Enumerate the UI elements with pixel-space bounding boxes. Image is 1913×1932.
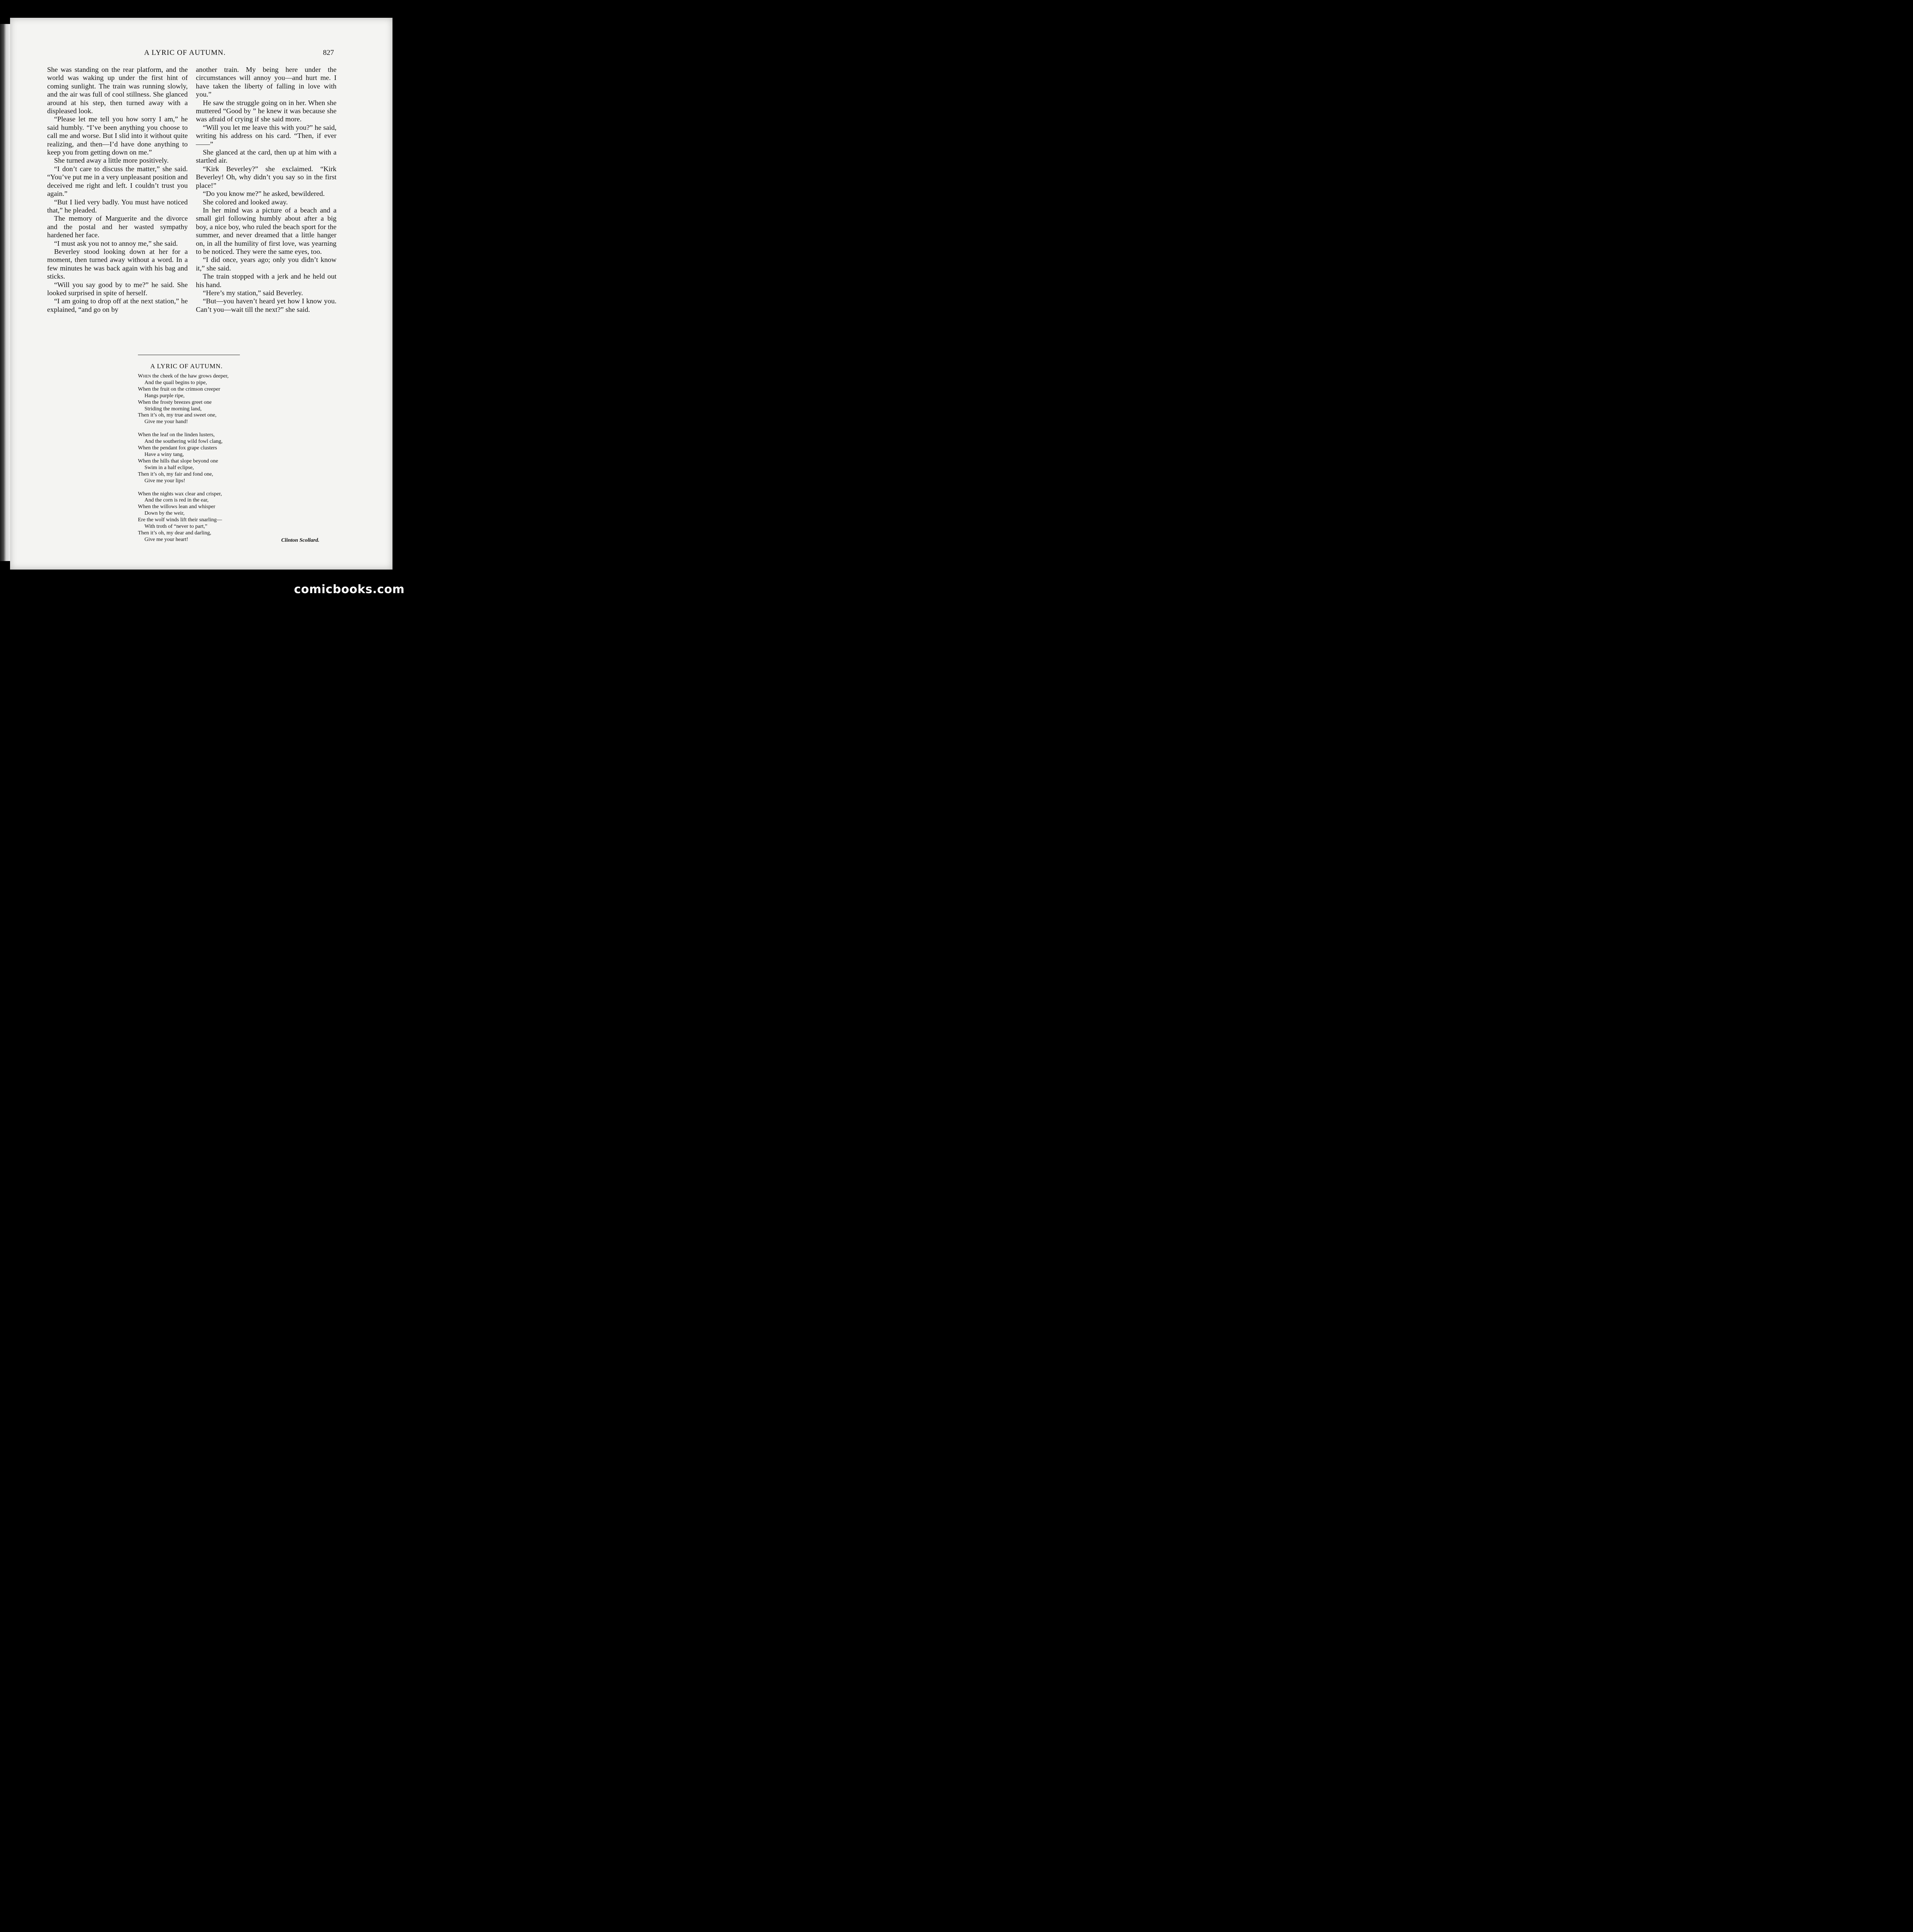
story-paragraph: “Please let me tell you how sorry I am,” he said humbly. “I’ve been anything you choose to call me and worse. But I slid into it without quite realizing, and then—I’d have done anything to keep you from getting down on me.” — [47, 115, 188, 156]
poem-line — [138, 530, 265, 537]
poem-line-text: Swim in a half eclipse, — [144, 464, 194, 471]
poem-line — [138, 380, 265, 386]
poem-first-word: When — [138, 373, 151, 379]
story-paragraph: “Kirk Beverley?” she exclaimed. “Kirk Beverley! Oh, why didn’t you say so in the first place!” — [196, 165, 336, 189]
poem-line — [138, 439, 265, 445]
story-paragraph: She colored and looked away. — [203, 198, 288, 206]
running-title: A LYRIC OF AUTUMN. — [144, 49, 226, 57]
poem-line-text: When the pendant fox grape clusters — [138, 445, 217, 451]
poem-body — [138, 373, 265, 543]
poem-line — [138, 517, 265, 524]
poem-line-text: Down by the weir, — [144, 510, 185, 517]
story-paragraph: She turned away a little more positively. — [54, 156, 169, 165]
story-paragraph: “But I lied very badly. You must have noticed that,” he pleaded. — [47, 198, 188, 214]
poem-author: Clinton Scollard. — [281, 537, 319, 543]
poem-line — [138, 537, 265, 543]
poem-line — [138, 458, 265, 465]
poem-line — [138, 400, 265, 406]
poem-line — [138, 432, 265, 439]
story-paragraph: He saw the struggle going on in her. When she muttered “Good by ” he knew it was because she was afraid of crying if she said more. — [196, 99, 336, 123]
poem-line-text: When the fruit on the crimson creeper — [138, 386, 221, 392]
poem-line — [138, 491, 265, 498]
poem-line-text: And the quail begins to pipe, — [144, 379, 207, 386]
poem-line-text: Give me your lips! — [144, 478, 185, 484]
story-paragraph: She glanced at the card, then up at him with a startled air. — [196, 148, 336, 165]
poem-line — [138, 373, 265, 380]
poem-stanza — [138, 432, 265, 484]
story-paragraph: In her mind was a picture of a beach and a small girl following humbly about after a big boy, a nice boy, who ruled the beach sport for the summer, and never dreamed that a little hanger on, in all the humility of first love, was yearning to be noticed. They were the same eyes, too. — [196, 206, 336, 255]
story-paragraph: “I did once, years ago; only you didn’t know it,” she said. — [196, 256, 336, 272]
story-paragraph: “I don’t care to discuss the matter,” she said. “You’ve put me in a very unpleasant position and deceived me right and left. I couldn’t trust you again.” — [47, 165, 188, 198]
adjacent-page-edge — [0, 24, 10, 561]
poem-line — [138, 452, 265, 458]
story-paragraph: She was standing on the rear platform, and the world was waking up under the first hint of coming sunlight. The train was running slowly, and the air was full of cool stillness. She glanced around at his step, then turned away with a displeased look. — [47, 66, 188, 115]
poem-line — [138, 504, 265, 510]
poem-line-text: Striding the morning land, — [144, 406, 202, 412]
story-paragraph: “I am going to drop off at the next station,” he explained, “and go on by — [47, 297, 188, 313]
poem-line — [138, 412, 265, 419]
poem-line-text: the cheek of the haw grows deeper, — [151, 373, 229, 379]
story-paragraph: “Will you say good by to me?” he said. She looked surprised in spite of herself. — [47, 281, 188, 297]
story-column-right — [196, 66, 336, 314]
poem-stanza — [138, 373, 265, 425]
story-paragraph: “Here’s my station,” said Beverley. — [203, 289, 303, 297]
story-paragraph: “But—you haven’t heard yet how I know you. Can’t you—wait till the next?” she said. — [196, 297, 336, 313]
story-paragraph: “Will you let me leave this with you?” he said, writing his address on his card. “Then, if ever——” — [196, 123, 336, 148]
story-paragraph: The memory of Marguerite and the divorce and the postal and her wasted sympathy hardened her face. — [47, 214, 188, 239]
poem-line — [138, 445, 265, 452]
poem-line-text: Then it’s oh, my dear and darling, — [138, 530, 211, 536]
poem-line-text: Give me your heart! — [144, 536, 189, 543]
page-number: 827 — [323, 49, 334, 57]
poem-stanza — [138, 491, 265, 543]
poem-line — [138, 393, 265, 400]
poem-line-text: When the nights wax clear and crisper, — [138, 491, 222, 497]
poem-line — [138, 465, 265, 471]
poem-line-text: When the hills that slope beyond one — [138, 458, 218, 464]
watermark: comicbooks.com — [294, 583, 405, 596]
poem-line — [138, 386, 265, 393]
poem-line — [138, 510, 265, 517]
poem-title: A LYRIC OF AUTUMN. — [150, 362, 223, 370]
poem-line-text: Then it’s oh, my true and sweet one, — [138, 412, 217, 418]
poem-line — [138, 497, 265, 504]
story-paragraph: “I must ask you not to annoy me,” she said. — [54, 239, 178, 247]
poem-line-text: Give me your hand! — [144, 419, 188, 425]
poem-line-text: And the southering wild fowl clang, — [144, 439, 223, 445]
poem-line-text: When the willows lean and whisper — [138, 504, 216, 510]
poem-line-text: And the corn is red in the ear, — [144, 497, 209, 503]
story-paragraph: Beverley stood looking down at her for a moment, then turned away without a word. In a few minutes he was back again with his bag and sticks. — [47, 247, 188, 281]
poem-line — [138, 406, 265, 413]
poem-line-text: Hangs purple ripe, — [144, 393, 185, 399]
poem-line — [138, 419, 265, 425]
poem-line-text: With troth of “never to part,” — [144, 524, 207, 530]
story-paragraph: another train. My being here under the circumstances will annoy you—and hurt me. I have taken the liberty of falling in love with you.” — [196, 66, 336, 99]
poem-line-text: When the frosty breezes greet one — [138, 399, 212, 405]
poem-line — [138, 524, 265, 530]
poem-line — [138, 471, 265, 478]
poem-line — [138, 478, 265, 485]
story-paragraph: “Do you know me?” he asked, bewildered. — [203, 190, 325, 198]
poem-line-text: Ere the wolf winds lift their snarling— — [138, 517, 222, 523]
poem-line-text: When the leaf on the linden lusters, — [138, 432, 215, 438]
story-column-left — [47, 66, 188, 314]
poem-line-text: Have a winy tang, — [144, 451, 184, 457]
story-paragraph: The train stopped with a jerk and he held out his hand. — [196, 272, 336, 289]
poem-line-text: Then it’s oh, my fair and fond one, — [138, 471, 213, 477]
